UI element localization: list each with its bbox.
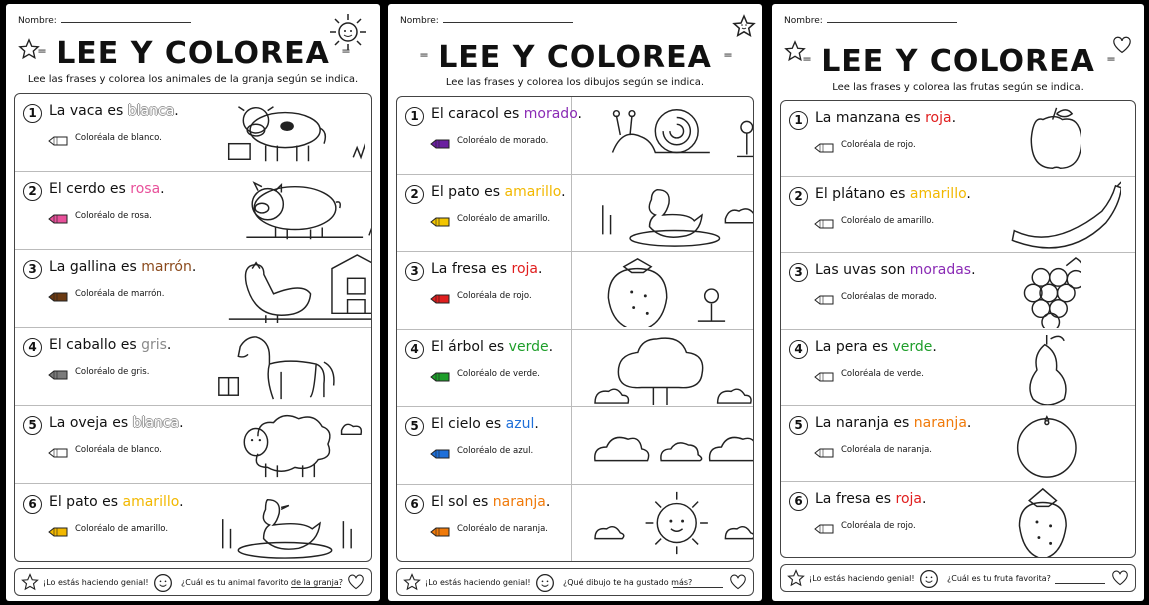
instruction: Coloréalo de amarillo. <box>841 216 935 227</box>
crayon-icon <box>47 210 69 229</box>
star-icon <box>21 573 39 591</box>
exercise-row <box>15 172 371 250</box>
crayon-icon <box>429 213 451 232</box>
sentence <box>815 186 971 202</box>
name-field <box>400 15 573 26</box>
exercise-row <box>15 328 371 406</box>
caracol-drawing[interactable] <box>577 100 754 172</box>
title-text: LEE Y COLOREA <box>56 36 330 71</box>
instruction: Coloréala de rojo. <box>841 140 916 150</box>
sentence-end: . <box>548 338 554 355</box>
sentence-end: . <box>191 259 197 276</box>
item-number: 4 <box>789 340 808 359</box>
color-word: roja <box>511 261 538 278</box>
footer-question: ¿Qué dibujo te ha gustado más? <box>563 578 693 587</box>
fresa-drawing[interactable] <box>577 255 737 327</box>
color-word: amarillo <box>122 493 180 510</box>
item-number: 3 <box>405 262 424 281</box>
sentence-end: . <box>534 416 539 433</box>
instruction: Coloréalo de gris. <box>75 367 150 378</box>
name-line[interactable] <box>827 15 957 23</box>
item-number: 5 <box>789 416 808 435</box>
sentence <box>431 184 566 200</box>
color-word: marrón <box>141 259 192 276</box>
crayon-icon <box>47 288 69 307</box>
exercise-row <box>397 97 753 175</box>
instruction: Coloréala de marrón. <box>75 289 165 300</box>
crayon-icon <box>429 445 451 464</box>
subtitle: Lee las frases y colorea las frutas según se indica. <box>832 82 1084 93</box>
exercise-row <box>397 407 753 485</box>
color-word: azul <box>505 416 535 433</box>
item-number: 5 <box>23 416 42 435</box>
color-word: morado <box>523 106 578 122</box>
exercise-row <box>397 485 753 562</box>
item-number: 1 <box>23 104 42 123</box>
sentence-start: La vaca es <box>49 103 128 119</box>
sentence-end: . <box>951 110 957 126</box>
star-icon <box>403 573 421 591</box>
color-word: rosa <box>130 181 161 198</box>
footer-box <box>14 568 372 596</box>
instruction: Coloréalo de rosa. <box>75 211 152 222</box>
heart-icon <box>347 574 365 590</box>
instruction: Coloréalo de amarillo. <box>457 213 551 224</box>
gallina-drawing[interactable] <box>215 253 372 325</box>
sentence-end: . <box>537 261 543 278</box>
instruction: Coloréalo de verde. <box>457 368 540 379</box>
color-word: gris <box>141 337 167 354</box>
name-line[interactable] <box>443 15 573 23</box>
sentence-start: La fresa es <box>815 491 896 507</box>
instruction: Coloréalo de naranja. <box>457 524 548 534</box>
sentence-end: . <box>561 183 566 200</box>
pera-drawing[interactable] <box>1001 333 1071 405</box>
instruction: Coloréalo de azul. <box>457 446 534 457</box>
star-icon <box>787 569 805 587</box>
color-word: naranja <box>492 494 546 510</box>
exercise-row <box>15 250 371 328</box>
crayon-icon <box>813 368 835 387</box>
exercise-row <box>15 94 371 172</box>
star-face-icon <box>732 14 756 38</box>
sentence-start: La oveja es <box>49 415 133 432</box>
sentence <box>815 415 971 431</box>
item-number: 5 <box>405 417 424 436</box>
vaca-drawing[interactable] <box>215 97 365 169</box>
footer-question: ¿Cuál es tu fruta favorita? <box>947 574 1051 583</box>
sentence <box>431 261 542 277</box>
sentence-start: El árbol es <box>431 338 509 355</box>
instruction: Coloréalo de amarillo. <box>75 523 169 534</box>
sentence-start: El pato es <box>49 493 123 510</box>
exercise-row <box>397 175 753 253</box>
instruction: Coloréalo de morado. <box>457 136 549 146</box>
answer-line[interactable] <box>1055 583 1105 584</box>
instruction: Coloréala de blanco. <box>75 445 162 456</box>
item-number: 3 <box>23 260 42 279</box>
nubes-drawing[interactable] <box>577 410 754 482</box>
worksheet-fruits <box>772 4 1144 601</box>
crayon-icon <box>47 444 69 463</box>
crayon-icon <box>429 290 451 309</box>
sol-drawing[interactable] <box>577 488 754 560</box>
item-number: 6 <box>23 495 42 514</box>
instruction: Coloréalas de morado. <box>841 292 937 303</box>
crayon-icon <box>813 215 835 234</box>
color-word: naranja <box>913 414 967 431</box>
instruction: Coloréala de naranja. <box>841 444 933 455</box>
instruction: Coloréala de verde. <box>841 368 924 379</box>
arbol-drawing[interactable] <box>577 333 754 405</box>
platano-drawing[interactable] <box>1001 180 1121 252</box>
worksheet-animals <box>6 4 380 601</box>
color-word: amarillo <box>909 186 967 203</box>
sentence-start: Las uvas son <box>815 262 910 279</box>
item-number: 1 <box>789 111 808 130</box>
uvas-drawing[interactable] <box>1001 256 1081 328</box>
exercise-row <box>781 253 1135 329</box>
sentence <box>815 339 937 355</box>
crayon-icon <box>47 132 69 151</box>
color-word: blanca <box>132 415 180 432</box>
sentence-start: El caballo es <box>49 337 142 354</box>
caballo-drawing[interactable] <box>215 331 355 403</box>
crayon-icon <box>429 523 451 542</box>
color-word: verde <box>892 338 933 355</box>
sentence-end: . <box>932 338 937 355</box>
item-number: 3 <box>789 263 808 282</box>
sentence-end: . <box>966 186 971 203</box>
sentence <box>815 110 956 126</box>
heart-icon <box>1111 570 1129 586</box>
exercise-row <box>397 252 753 330</box>
sentence-start: La fresa es <box>431 261 512 278</box>
instruction: Coloréala de blanco. <box>75 133 162 143</box>
item-number: 1 <box>405 107 424 126</box>
crayon-icon <box>47 366 69 385</box>
color-word: amarillo <box>504 183 562 200</box>
exercise-box <box>780 100 1136 558</box>
name-field <box>784 15 957 26</box>
exercise-row <box>781 406 1135 482</box>
pato-drawing[interactable] <box>215 488 355 560</box>
name-label: Nombre: <box>784 16 823 26</box>
sentence-start: La naranja es <box>815 414 914 431</box>
footer-message: ¡Lo estás haciendo genial! <box>425 578 531 587</box>
title-text: LEE Y COLOREA <box>821 44 1095 79</box>
exercise-row <box>781 177 1135 253</box>
exercise-box <box>14 93 372 562</box>
sentence-end: . <box>921 491 927 507</box>
sentence-start: El cielo es <box>431 416 506 433</box>
sentence-end: . <box>179 415 184 432</box>
item-number: 2 <box>789 187 808 206</box>
crayon-icon <box>813 444 835 463</box>
name-label: Nombre: <box>400 16 439 26</box>
name-label: Nombre: <box>18 16 57 26</box>
sentence <box>815 491 926 507</box>
sentence <box>431 339 553 355</box>
answer-line[interactable] <box>291 587 341 588</box>
sentence-start: La manzana es <box>815 110 926 126</box>
title-text: LEE Y COLOREA <box>438 40 712 75</box>
sentence <box>49 415 184 431</box>
exercise-box <box>396 96 754 562</box>
exercise-row <box>781 101 1135 177</box>
footer-message: ¡Lo estás haciendo genial! <box>809 574 915 583</box>
exercise-row <box>15 485 371 563</box>
color-word: verde <box>508 338 549 355</box>
item-number: 6 <box>789 492 808 511</box>
answer-line[interactable] <box>673 587 723 588</box>
color-word: blanca <box>127 103 175 119</box>
name-field <box>18 15 191 26</box>
sentence-start: La gallina es <box>49 259 142 276</box>
sentence-start: El pato es <box>431 183 505 200</box>
subtitle: Lee las frases y colorea los dibujos según se indica. <box>445 77 705 88</box>
crayon-icon <box>813 291 835 310</box>
sentence <box>49 181 165 197</box>
sentence <box>49 494 184 510</box>
oveja-drawing[interactable] <box>215 409 365 481</box>
smiley-icon <box>153 573 173 593</box>
color-word: moradas <box>909 262 972 279</box>
footer-question: ¿Cuál es tu animal favorito de la granja? <box>181 578 343 587</box>
sentence-end: . <box>174 103 179 119</box>
sentence-end: . <box>545 494 551 510</box>
naranja-drawing[interactable] <box>1001 409 1081 481</box>
sentence <box>431 416 539 432</box>
manzana-drawing[interactable] <box>1001 104 1081 176</box>
fresa2-drawing[interactable] <box>1001 485 1071 557</box>
worksheet-drawings <box>388 4 762 601</box>
exercise-row <box>15 406 371 484</box>
smiley-icon <box>535 573 555 593</box>
sentence-end: . <box>160 181 165 198</box>
color-word: roja <box>925 110 952 126</box>
sentence-start: El plátano es <box>815 186 910 203</box>
footer-message: ¡Lo estás haciendo genial! <box>43 578 149 587</box>
sentence <box>815 262 976 278</box>
page-title: ⁼ LEE Y COLOREA ⁼ <box>419 40 731 75</box>
item-number: 4 <box>405 340 424 359</box>
sentence <box>431 494 550 510</box>
crayon-icon <box>47 523 69 542</box>
sentence <box>49 103 179 119</box>
instruction: Coloréala de rojo. <box>457 291 532 302</box>
pato2-drawing[interactable] <box>577 178 754 250</box>
crayon-icon <box>429 368 451 387</box>
sentence-end: . <box>971 262 976 279</box>
crayon-icon <box>813 139 835 158</box>
sentence-start: El sol es <box>431 494 493 510</box>
cerdo-drawing[interactable] <box>215 175 372 247</box>
sentence-end: . <box>966 414 972 431</box>
sentence-end: . <box>179 493 184 510</box>
crayon-icon <box>813 520 835 539</box>
sentence-end: . <box>577 106 582 122</box>
page-title: ⁼ LEE Y COLOREA ⁼ <box>802 44 1114 79</box>
item-number: 2 <box>23 182 42 201</box>
heart-icon <box>729 574 747 590</box>
sentence <box>49 337 171 353</box>
sentence <box>49 259 196 275</box>
exercise-row <box>781 482 1135 558</box>
sentence-start: El caracol es <box>431 106 524 122</box>
sentence-start: El cerdo es <box>49 181 131 198</box>
item-number: 2 <box>405 185 424 204</box>
exercise-row <box>781 330 1135 406</box>
sentence-start: La pera es <box>815 338 893 355</box>
sentence-end: . <box>166 337 172 354</box>
crayon-icon <box>429 135 451 154</box>
footer-box <box>396 568 754 596</box>
smiley-icon <box>919 569 939 589</box>
color-word: roja <box>895 491 922 507</box>
exercise-row <box>397 330 753 408</box>
item-number: 6 <box>405 495 424 514</box>
footer-box <box>780 564 1136 592</box>
page-title: ⁼ LEE Y COLOREA ⁼ <box>37 36 349 71</box>
sentence <box>431 106 582 122</box>
item-number: 4 <box>23 338 42 357</box>
subtitle: Lee las frases y colorea los animales de la granja según se indica. <box>27 74 359 85</box>
name-line[interactable] <box>61 15 191 23</box>
instruction: Coloréala de rojo. <box>841 521 916 531</box>
